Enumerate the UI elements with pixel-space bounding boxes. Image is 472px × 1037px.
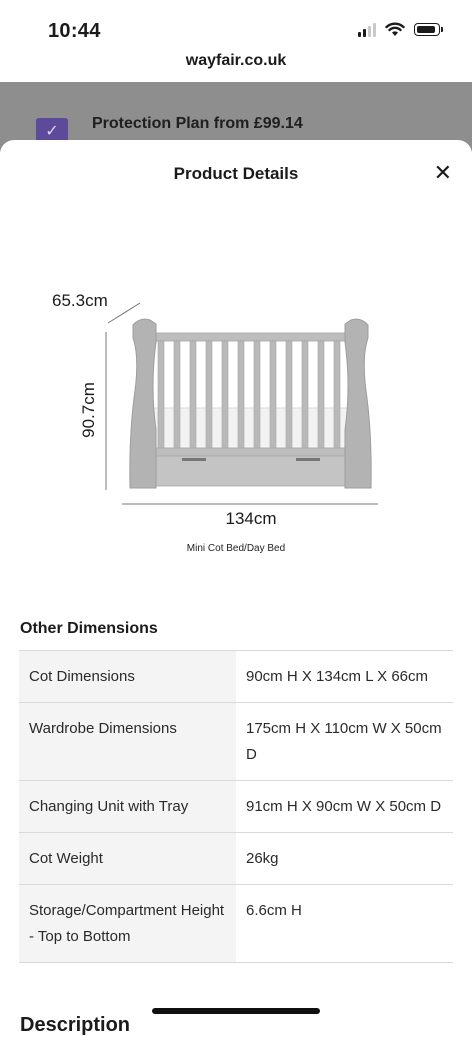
table-row	[19, 651, 453, 703]
dimension-label: Storage/Compartment Height - Top to Bottom	[19, 885, 236, 963]
dimension-value: 91cm H X 90cm W X 50cm D	[236, 781, 453, 833]
sheet-title: Product Details	[173, 164, 299, 183]
cellular-signal-icon	[358, 23, 376, 37]
dimension-label: Wardrobe Dimensions	[19, 703, 236, 781]
dimension-label: Cot Dimensions	[19, 651, 236, 703]
height-label: 90.7cm	[79, 382, 98, 438]
table-row	[19, 781, 453, 833]
drawer-handle-right	[296, 458, 320, 461]
dimension-value: 6.6cm H	[236, 885, 453, 963]
battery-icon	[414, 23, 440, 36]
product-details-sheet	[0, 140, 472, 1036]
cot-drawer	[142, 456, 360, 486]
home-indicator[interactable]	[152, 1008, 320, 1014]
dimension-value: 26kg	[236, 833, 453, 885]
dimension-label: Cot Weight	[19, 833, 236, 885]
wifi-icon	[385, 22, 405, 37]
status-time: 10:44	[48, 20, 101, 42]
description-heading: Description	[20, 1014, 131, 1036]
dimension-value: 175cm H X 110cm W X 50cm D	[236, 703, 453, 781]
dimension-label: Changing Unit with Tray	[19, 781, 236, 833]
cot-left-end-panel	[130, 319, 156, 488]
cot-right-end-panel	[345, 319, 371, 488]
protection-plan-text: Protection Plan from £99.14	[92, 115, 303, 132]
address-bar-url[interactable]: wayfair.co.uk	[185, 52, 287, 69]
other-dimensions-heading: Other Dimensions	[20, 620, 158, 637]
drawer-handle-left	[182, 458, 206, 461]
protection-plan-checkbox[interactable]: ✓	[36, 118, 68, 146]
illustration-caption: Mini Cot Bed/Day Bed	[186, 543, 286, 554]
status-icons	[358, 22, 440, 37]
depth-dimension-line	[108, 303, 140, 323]
cot-top-rail	[140, 333, 362, 341]
dimension-value: 90cm H X 134cm L X 66cm	[236, 651, 453, 703]
other-dimensions-table	[19, 650, 453, 963]
table-row	[19, 885, 453, 963]
status-bar	[0, 0, 472, 48]
table-row	[19, 703, 453, 781]
depth-label: 65.3cm	[52, 291, 108, 310]
cot-dimension-illustration	[0, 288, 472, 568]
width-label: 134cm	[225, 509, 277, 528]
close-icon[interactable]: ✕	[433, 160, 452, 185]
table-row	[19, 833, 453, 885]
cot-bottom-rail	[140, 448, 362, 456]
